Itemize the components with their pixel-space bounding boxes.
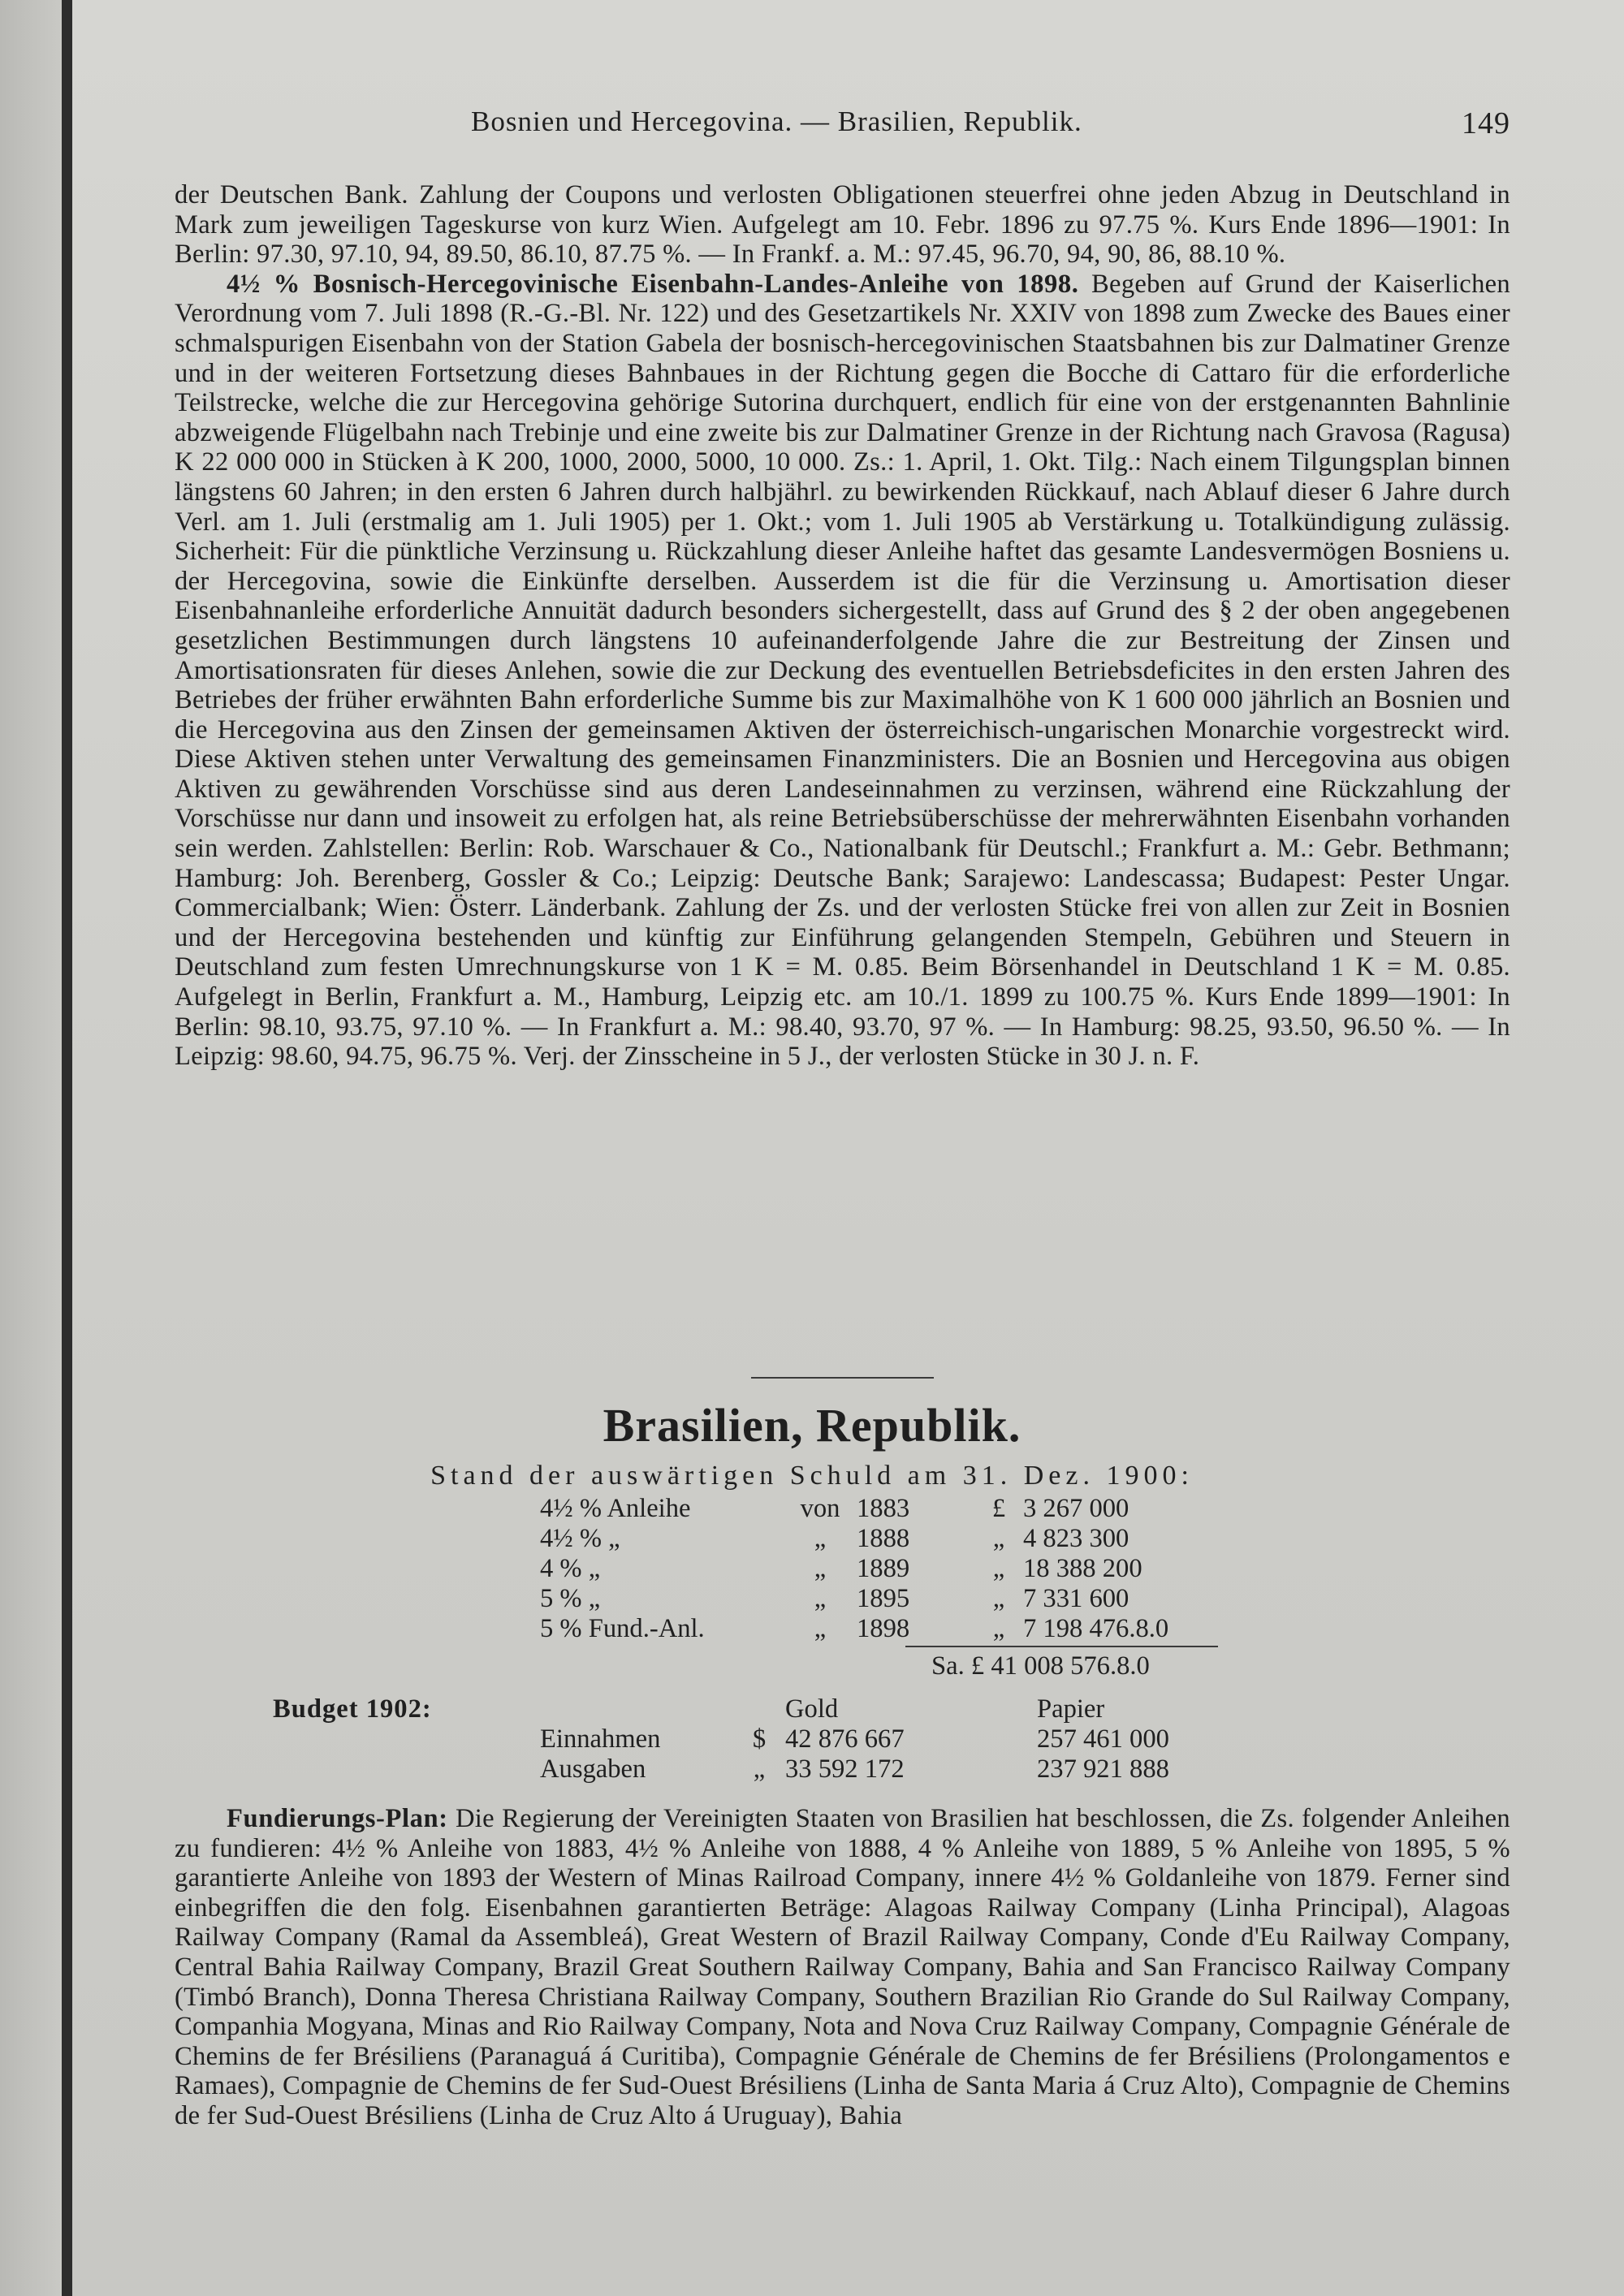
currency-cell: „ (992, 1554, 1005, 1583)
binding-edge (62, 0, 72, 2296)
debt-table (540, 1494, 1198, 1644)
funding-plan-heading: Fundierungs-Plan: (227, 1804, 448, 1833)
currency-cell: „ (992, 1524, 1005, 1553)
currency-cell: „ (992, 1614, 1005, 1643)
bosnia-paragraph-1: der Deutschen Bank. Zahlung der Coupons und verlosten Obligationen steuerfrei ohne jeden Abzug in Deutschland in Mark zum jeweiligen Tageskurse von kurz Wien. Aufgelegt am 10. Febr. 1896 zu 97.75 %. Kurs Ende 1896—1901: In Berlin: 97.30, 97.10, 94, 89.50, 86.10, 87.75 %. — In Frankf. a. M.: 97.45, 96.70, 94, 90, 86, 88.10 %. (175, 180, 1510, 270)
year-cell: 1888 (857, 1524, 910, 1553)
von-cell: „ (814, 1584, 827, 1613)
bosnia-paragraph-2 (175, 270, 1510, 1072)
amount-cell: 7 331 600 (1023, 1584, 1129, 1613)
sum-rule (905, 1646, 1218, 1647)
budget-label: Budget 1902: (273, 1694, 432, 1724)
amount-cell: 7 198 476.8.0 (1023, 1614, 1169, 1643)
budget-table (540, 1694, 1232, 1785)
loan-description: Begeben auf Grund der Kaiserlichen Verordnung vom 7. Juli 1898 (R.-G.-Bl. Nr. 122) und des Gesetzartikels Nr. XXIV von 1898 zum Zwecke des Baues einer schmalspurigen Eisenbahn von der Station Gabela der bosnisch-hercegovinischen Staatsbahnen bis zur Dalmatiner Grenze und in der weiteren Fortsetzung dieses Bahnbaues in der Richtung gegen die Bocche di Cattaro für die erforderliche Teilstrecke, welche die zur Hercegovina gehörige Sutorina durchquert, endlich für eine von der erstgenannten Bahnlinie abzweigende Flügelbahn nach Trebinje und eine zweite bis zur Dalmatiner Grenze in der Richtung nach Gravosa (Ragusa) K 22 000 000 in Stücken à K 200, 1000, 2000, 5000, 10 000. Zs.: 1. April, 1. Okt. Tilg.: Nach einem Tilgungsplan binnen längstens 60 Jahren; in den ersten 6 Jahren durch halbjährl. zu bewirkenden Rückkauf, nach Ablauf dieser 6 Jahre durch Verl. am 1. Juli (erstmalig am 1. Juli 1905) per 1. Okt.; vom 1. Juli 1905 ab Verstärkung u. Totalkündigung zulässig. Sicherheit: Für die pünktliche Verzinsung u. Rückzahlung dieser Anleihe haftet das gesamte Landesvermögen Bosniens u. der Hercegovina, sowie die Einkünfte derselben. Ausserdem ist die für die Verzinsung u. Amortisation dieser Eisenbahnanleihe erforderliche Annuität dadurch besonders sichergestellt, dass auf Grund des § 2 der oben angegebenen gesetzlichen Bestimmungen durch längstens 10 aufeinanderfolgende Jahre die zur Bestreitung der Zinsen und Amortisationsraten für dieses Anlehen, sowie die zur Deckung des eventuellen Betriebsdeficites in den ersten Jahren des Betriebes der früher erwähnten Bahn erforderliche Summe bis zur Maximalhöhe von K 1 600 000 jährlich an Bosnien und die Hercegovina aus den Zinsen der gemeinsamen Aktiven der österreichisch-ungarischen Monarchie vorgestreckt wird. Diese Aktiven stehen unter Verwaltung des gemeinsamen Finanzministers. Die an Bosnien und Hercegovina aus obigen Aktiven zu gewährenden Vorschüsse sind aus deren Landeseinnahmen zu verzinsen, während eine Rückzahlung der Vorschüsse nur dann und insoweit zu erfolgen hat, als reine Betriebsüberschüsse der mehrerwähnten Eisenbahn vorhanden sein werden. Zahlstellen: Berlin: Rob. Warschauer & Co., Nationalbank für Deutschl.; Frankfurt a. M.: Gebr. Bethmann; Hamburg: Joh. Berenberg, Gossler & Co.; Leipzig: Deutsche Bank; Sarajewo: Landescassa; Budapest: Pester Ungar. Commercialbank; Wien: Österr. Länderbank. Zahlung der Zs. und der verlosten Stücke frei von allen zur Zeit in Bosnien und der Hercegovina bestehenden und künftig zur Einführung gelangenden Stempeln, Gebühren und Steuern in Deutschland zum festen Umrechnungskurse von 1 K = M. 0.85. Beim Börsenhandel in Deutschland 1 K = M. 0.85. Aufgelegt in Berlin, Frankfurt a. M., Hamburg, Leipzig etc. am 10./1. 1899 zu 100.75 %. Kurs Ende 1899—1901: In Berlin: 98.10, 93.75, 97.10 %. — In Frankfurt a. M.: 98.40, 93.70, 97 %. — In Hamburg: 98.25, 93.50, 96.50 %. — In Leipzig: 98.60, 94.75, 96.75 %. Verj. der Zinsscheine in 5 J., der verlosten Stücke in 30 J. n. F. (175, 269, 1511, 1072)
gold-cell: 33 592 172 (785, 1754, 905, 1784)
year-cell: 1898 (857, 1614, 910, 1643)
budget-header-row (540, 1694, 1232, 1724)
budget-header-blank (743, 1694, 775, 1724)
paper-cell: 237 921 888 (1037, 1754, 1169, 1784)
table-row (540, 1724, 1232, 1754)
rate-cell: 4½ % „ (540, 1524, 620, 1553)
von-cell: „ (814, 1524, 827, 1553)
running-header (171, 106, 1510, 154)
year-cell: 1889 (857, 1554, 910, 1583)
year-cell: 1883 (857, 1494, 910, 1523)
von-cell: „ (814, 1554, 827, 1583)
von-cell: von (800, 1494, 840, 1523)
sum-currency: £ (970, 1651, 985, 1681)
rate-cell: 5 % „ (540, 1584, 601, 1613)
currency-cell: „ (753, 1754, 766, 1784)
section-title: Brasilien, Republik. (603, 1399, 1021, 1452)
loan-heading: 4½ % Bosnisch-Hercegovinische Eisenbahn-Landes-Anleihe von 1898. (227, 269, 1079, 299)
budget-header-blank (540, 1694, 743, 1724)
rate-cell: 4 % „ (540, 1554, 601, 1583)
table-row (540, 1524, 1198, 1554)
budget-col-gold: Gold (785, 1694, 839, 1724)
funding-plan-text: Die Regierung der Vereinigten Staaten von Brasilien hat beschlossen, die Zs. folgender Anleihen zu fundieren: 4½ % Anleihe von 1883, 4½ % Anleihe von 1888, 4 % Anleihe von 1889, 5 % Anleihe von 1895, 5 % garantierte Anleihe von 1893 der Western of Minas Railroad Company, innere 4½ % Goldanleihe von 1879. Ferner sind einbegriffen die den folg. Eisenbahnen garantierten Beträge: Alagoas Railway Company (Linha Principal), Alagoas Railway Company (Ramal da Assembleá), Great Western of Brazil Railway Company, Conde d'Eu Railway Company, Central Bahia Railway Company, Brazil Great Southern Railway Company, Bahia and San Francisco Railway Company (Timbó Branch), Donna Theresa Christiana Railway Company, Southern Brazilian Rio Grande do Sul Railway Company, Companhia Mogyana, Minas and Rio Railway Company, Nota and Nova Cruz Railway Company, Compagnie Générale de Chemins de fer Brésiliens (Paranaguá á Curitiba), Compagnie Générale de Chemins de fer Brésiliens (Prolongamentos e Ramaes), Compagnie de Chemins de fer Sud-Ouest Brésiliens (Linha de Santa Maria á Cruz Alto), Compagnie de Chemins de fer Sud-Ouest Brésiliens (Linha de Cruz Alto á Uruguay), Bahia (175, 1804, 1510, 2130)
table-row (540, 1754, 1232, 1785)
page-number: 149 (1462, 106, 1510, 140)
amount-cell: 4 823 300 (1023, 1524, 1129, 1553)
sum-row (931, 1651, 1150, 1681)
running-title: Bosnien und Hercegovina. — Brasilien, Republik. (471, 106, 1082, 137)
funding-plan-block (175, 1804, 1510, 2131)
year-cell: 1895 (857, 1584, 910, 1613)
table-row (540, 1554, 1198, 1584)
budget-col-paper: Papier (1037, 1694, 1105, 1724)
table-row (540, 1614, 1198, 1644)
gold-cell: 42 876 667 (785, 1724, 905, 1754)
budget-row-name: Einnahmen (540, 1724, 661, 1754)
paper-cell: 257 461 000 (1037, 1724, 1169, 1754)
rate-cell: 4½ % Anleihe (540, 1494, 691, 1523)
sum-label: Sa. (931, 1651, 965, 1681)
sum-amount: 41 008 576.8.0 (991, 1651, 1150, 1681)
amount-cell: 18 388 200 (1023, 1554, 1142, 1583)
section-subtitle: Stand der auswärtigen Schuld am 31. Dez. 1900: (430, 1461, 1194, 1491)
von-cell: „ (814, 1614, 827, 1643)
table-row (540, 1584, 1198, 1614)
currency-cell: „ (992, 1584, 1005, 1613)
amount-cell: 3 267 000 (1023, 1494, 1129, 1523)
rate-cell: 5 % Fund.-Anl. (540, 1614, 705, 1643)
bosnia-text-block (175, 180, 1510, 1072)
table-row (540, 1494, 1198, 1524)
currency-cell: £ (991, 1494, 1006, 1523)
section-divider (751, 1377, 934, 1379)
currency-cell: $ (752, 1724, 767, 1754)
binding-shadow (0, 0, 62, 2296)
funding-plan-paragraph (175, 1804, 1510, 2131)
budget-row-name: Ausgaben (540, 1754, 646, 1784)
